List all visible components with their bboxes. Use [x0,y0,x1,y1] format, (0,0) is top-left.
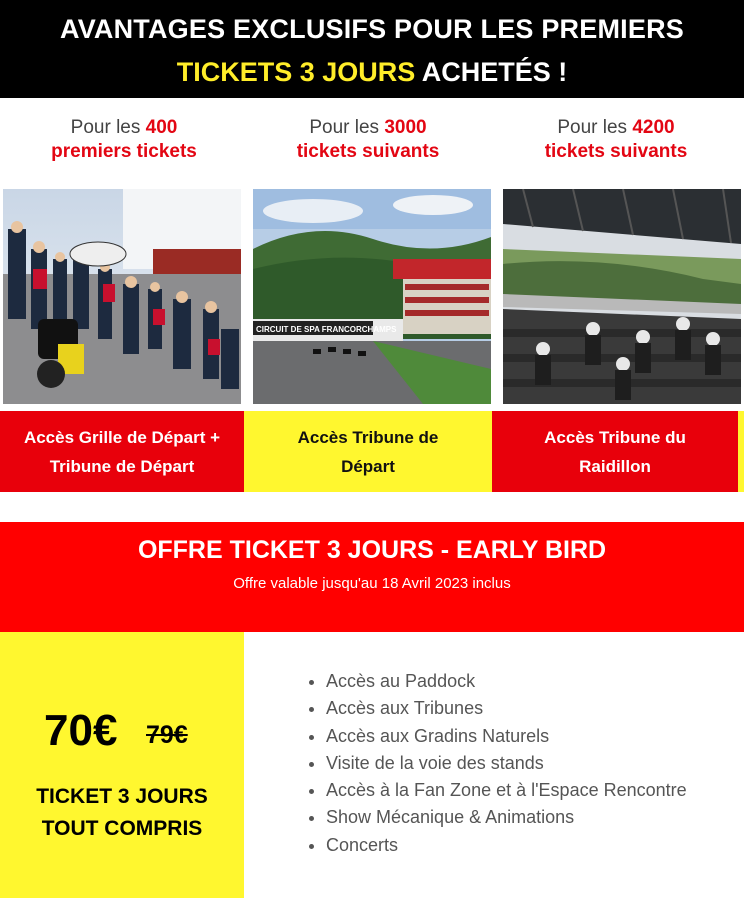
access-label: Accès Grille de Départ + Tribune de Départ [23,427,221,476]
tier-description: premiers tickets [51,141,197,162]
list-item: • Accès au Paddock [326,668,687,695]
access-box-edge [738,411,744,492]
access-box-2 [244,411,492,492]
list-item: • Show Mécanique & Animations [326,804,687,831]
tier-number: 400 [145,117,178,138]
list-item: • Concerts [326,832,687,859]
header-title-line1: AVANTAGES EXCLUSIFS POUR LES PREMIERS [60,14,684,44]
tier-prefix: Pour les [309,117,385,138]
access-label: Accès Tribune de Départ [297,427,439,476]
ticket-label [0,781,244,845]
features-list [304,668,687,859]
starting-grid-crowd-photo [3,189,241,404]
access-label: Accès Tribune du Raidillon [544,427,686,476]
circuit-spa-francorchamps-photo [253,189,491,404]
tier-prefix: Pour les [557,117,633,138]
header-title-rest: ACHETÉS ! [415,57,568,87]
raidillon-grandstand-photo [503,189,741,404]
offer-banner [0,522,744,632]
tier-number: 4200 [632,117,675,138]
list-item: • Visite de la voie des stands [326,750,687,777]
tier-number: 3000 [384,117,427,138]
list-item: • Accès aux Tribunes [326,695,687,722]
list-item: • Accès à la Fan Zone et à l'Espace Rencontre [326,777,687,804]
old-price: 79€ [146,721,188,749]
header-banner [0,0,744,98]
header-highlight: TICKETS 3 JOURS [176,57,416,87]
tier-heading-1 [0,116,248,164]
access-box-3 [492,411,738,492]
price-box [0,632,244,898]
tier-prefix: Pour les [70,117,146,138]
circuit-sign-text: CIRCUIT DE SPA FRANCORCHAMPS [256,325,397,334]
list-item: • Accès aux Gradins Naturels [326,723,687,750]
offer-title: OFFRE TICKET 3 JOURS - EARLY BIRD [137,536,607,564]
current-price: 70€ [44,706,118,755]
ticket-label-line2: TOUT COMPRIS [41,817,203,840]
header-title-line2 [0,57,744,88]
tier-description: tickets suivants [544,141,688,162]
ticket-label-line1: TICKET 3 JOURS [36,785,208,808]
tier-heading-2 [244,116,492,164]
offer-subtitle: Offre valable jusqu'au 18 Avril 2023 inclus [233,575,511,592]
tier-description: tickets suivants [296,141,440,162]
access-box-1 [0,411,244,492]
tier-heading-3 [492,116,740,164]
